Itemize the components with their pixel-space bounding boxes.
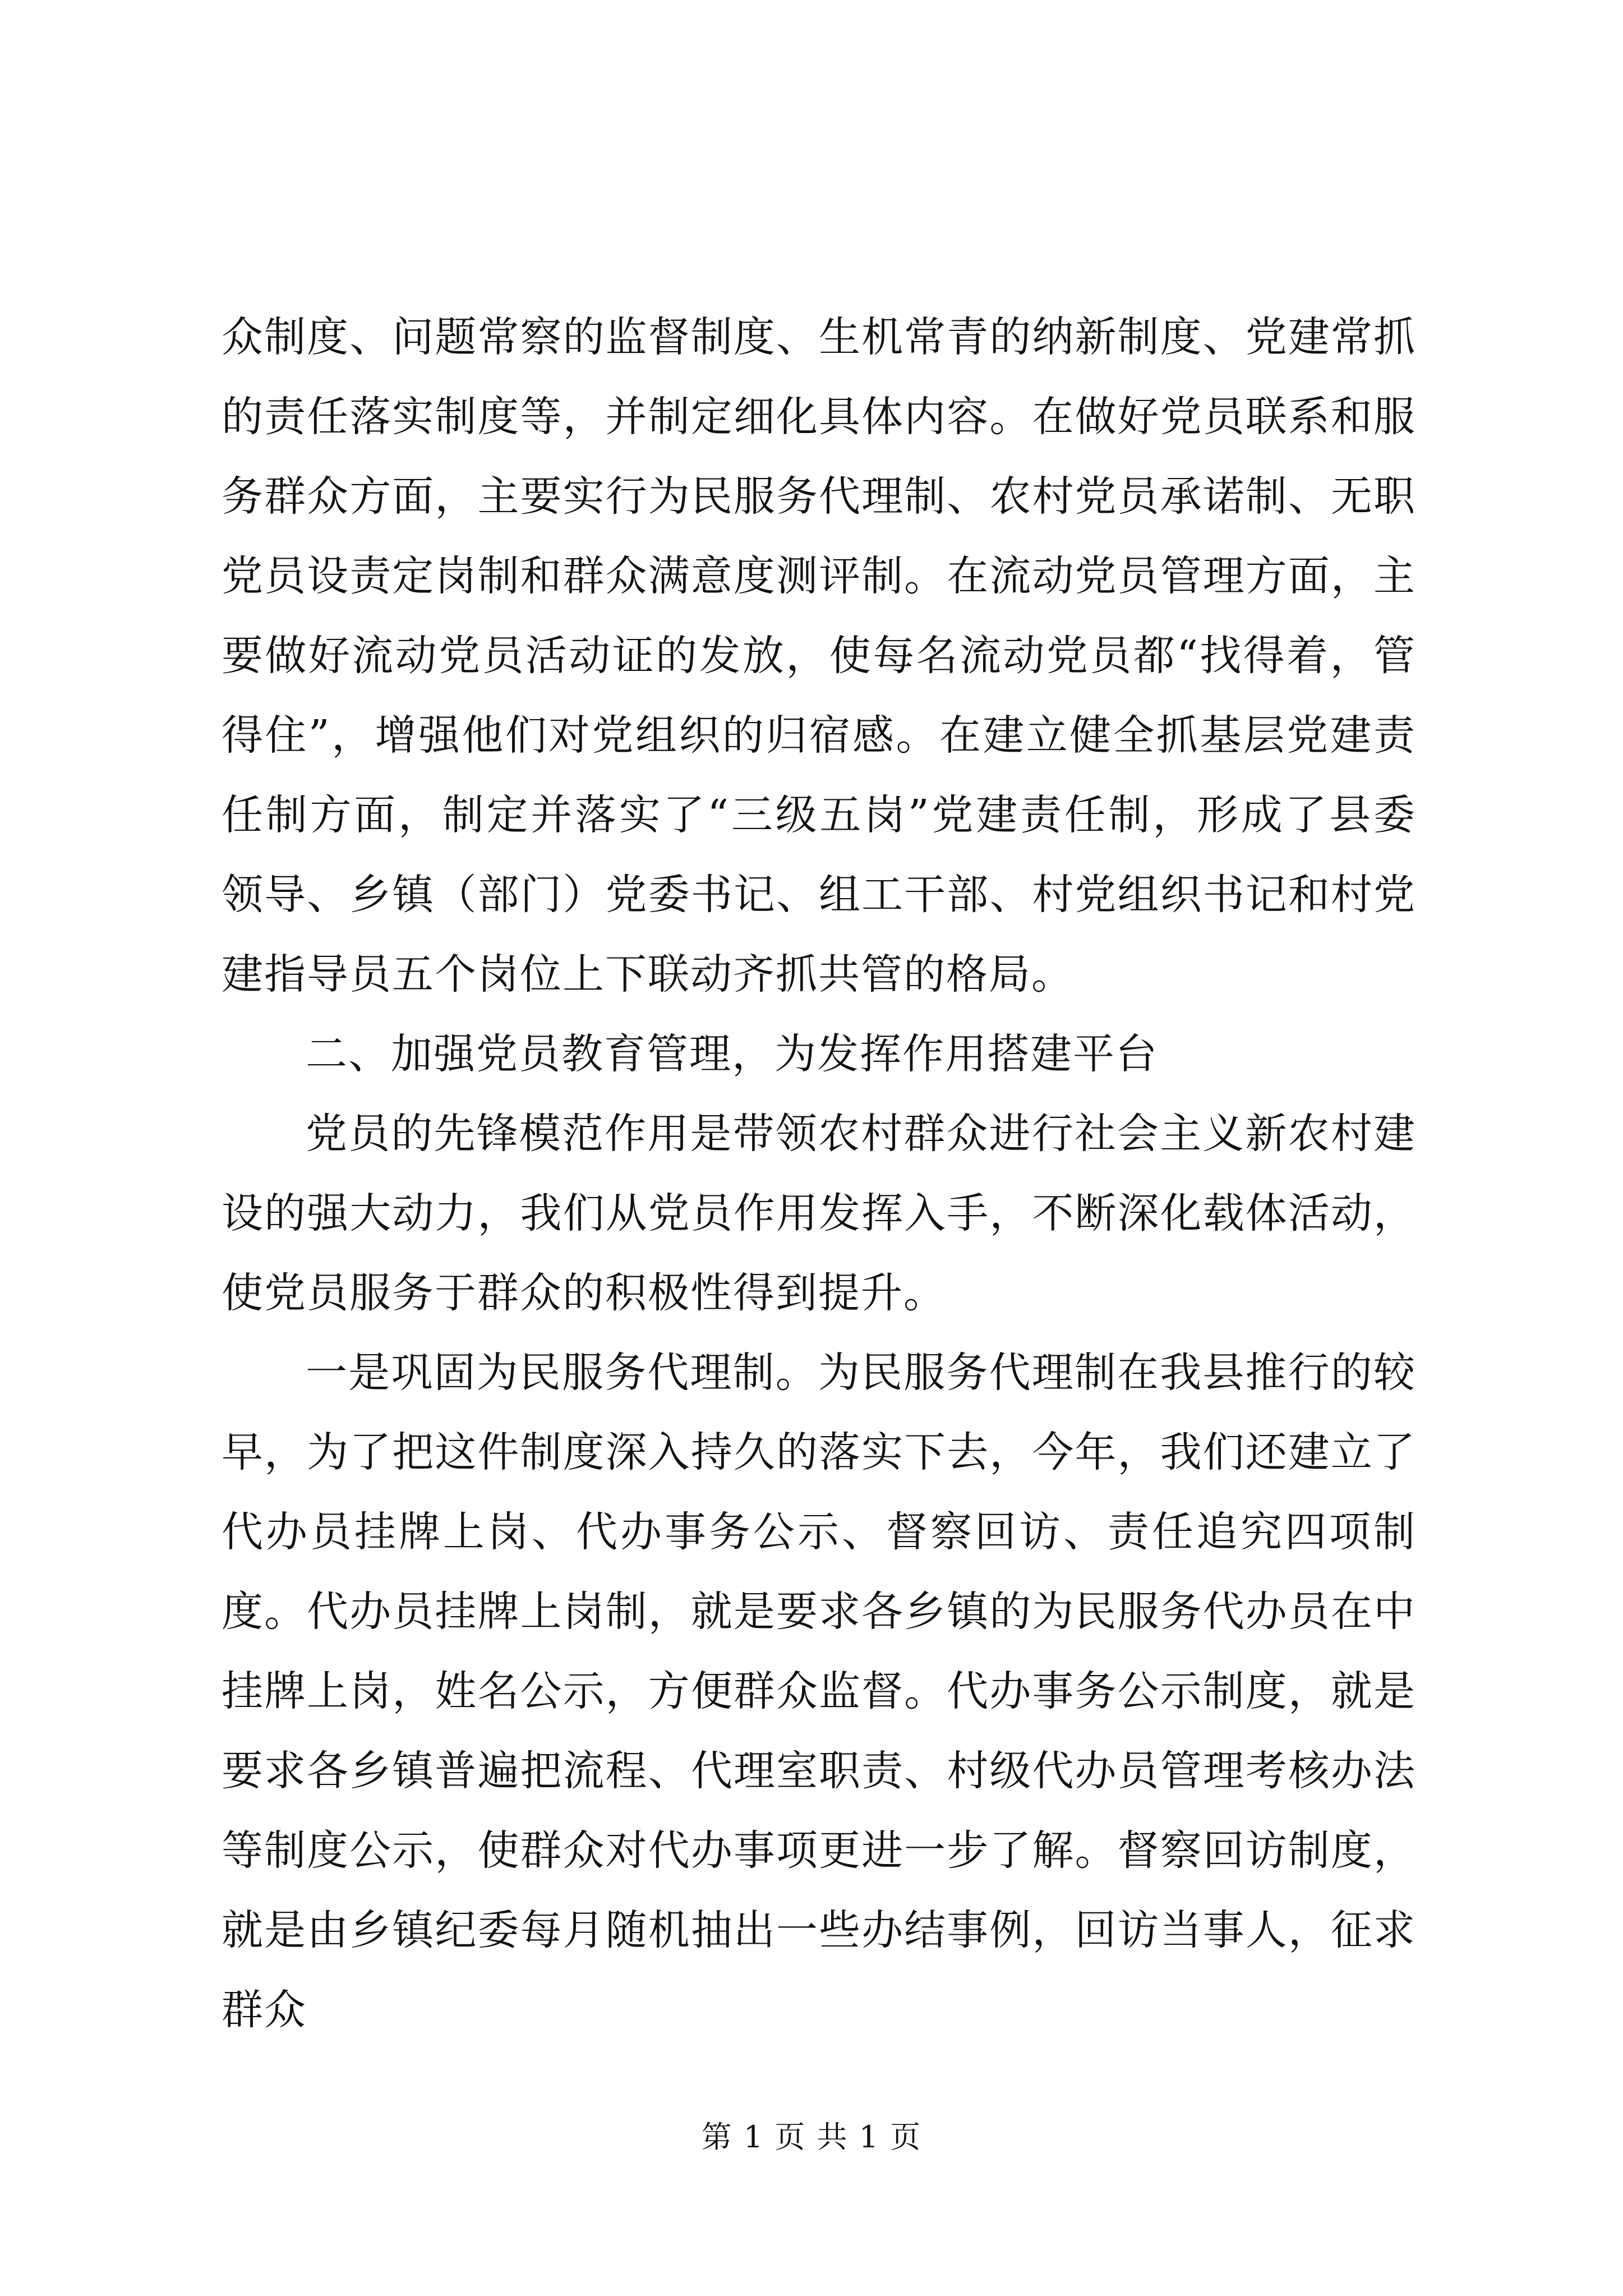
body-paragraph-3: 一是巩固为民服务代理制。为民服务代理制在我县推行的较早，为了把这件制度深入持久的落实下去，今年，我们还建立了代办员挂牌上岗、代办事务公示、督察回访、责任追究四项制度。代办员挂牌上岗制，就是要求各乡镇的为民服务代办员在中挂牌上岗，姓名公示，方便群众监督。代办事务公示制度，就是要求各乡镇普遍把流程、代理室职责、村级代办员管理考核办法等制度公示，使群众对代办事项更进一步了解。督察回访制度，就是由乡镇纪委每月随机抽出一些办结事例，回访当事人，征求群众 <box>222 1349 1416 2034</box>
body-paragraph-2: 党员的先锋模范作用是带领农村群众进行社会主义新农村建设的强大动力，我们从党员作用发挥入手，不断深化载体活动，使党员服务于群众的积极性得到提升。 <box>222 1110 1416 1317</box>
section-heading: 二、加强党员教育管理，为发挥作用搭建平台 <box>306 1030 1158 1078</box>
document-body <box>222 297 1416 2050</box>
body-paragraph-1: 众制度、问题常察的监督制度、生机常青的纳新制度、党建常抓的责任落实制度等，并制定细化具体内容。在做好党员联系和服务群众方面，主要实行为民服务代理制、农村党员承诺制、无职党员设责定岗制和群众满意度测评制。在流动党员管理方面，主要做好流动党员活动证的发放，使每名流动党员都“找得着，管得住”，增强他们对党组织的归宿感。在建立健全抓基层党建责任制方面，制定并落实了“三级五岗”党建责任制，形成了县委领导、乡镇（部门）党委书记、组工干部、村党组织书记和村党建指导员五个岗位上下联动齐抓共管的格局。 <box>222 313 1416 999</box>
page-footer: 第 1 页 共 1 页 <box>701 2119 922 2155</box>
